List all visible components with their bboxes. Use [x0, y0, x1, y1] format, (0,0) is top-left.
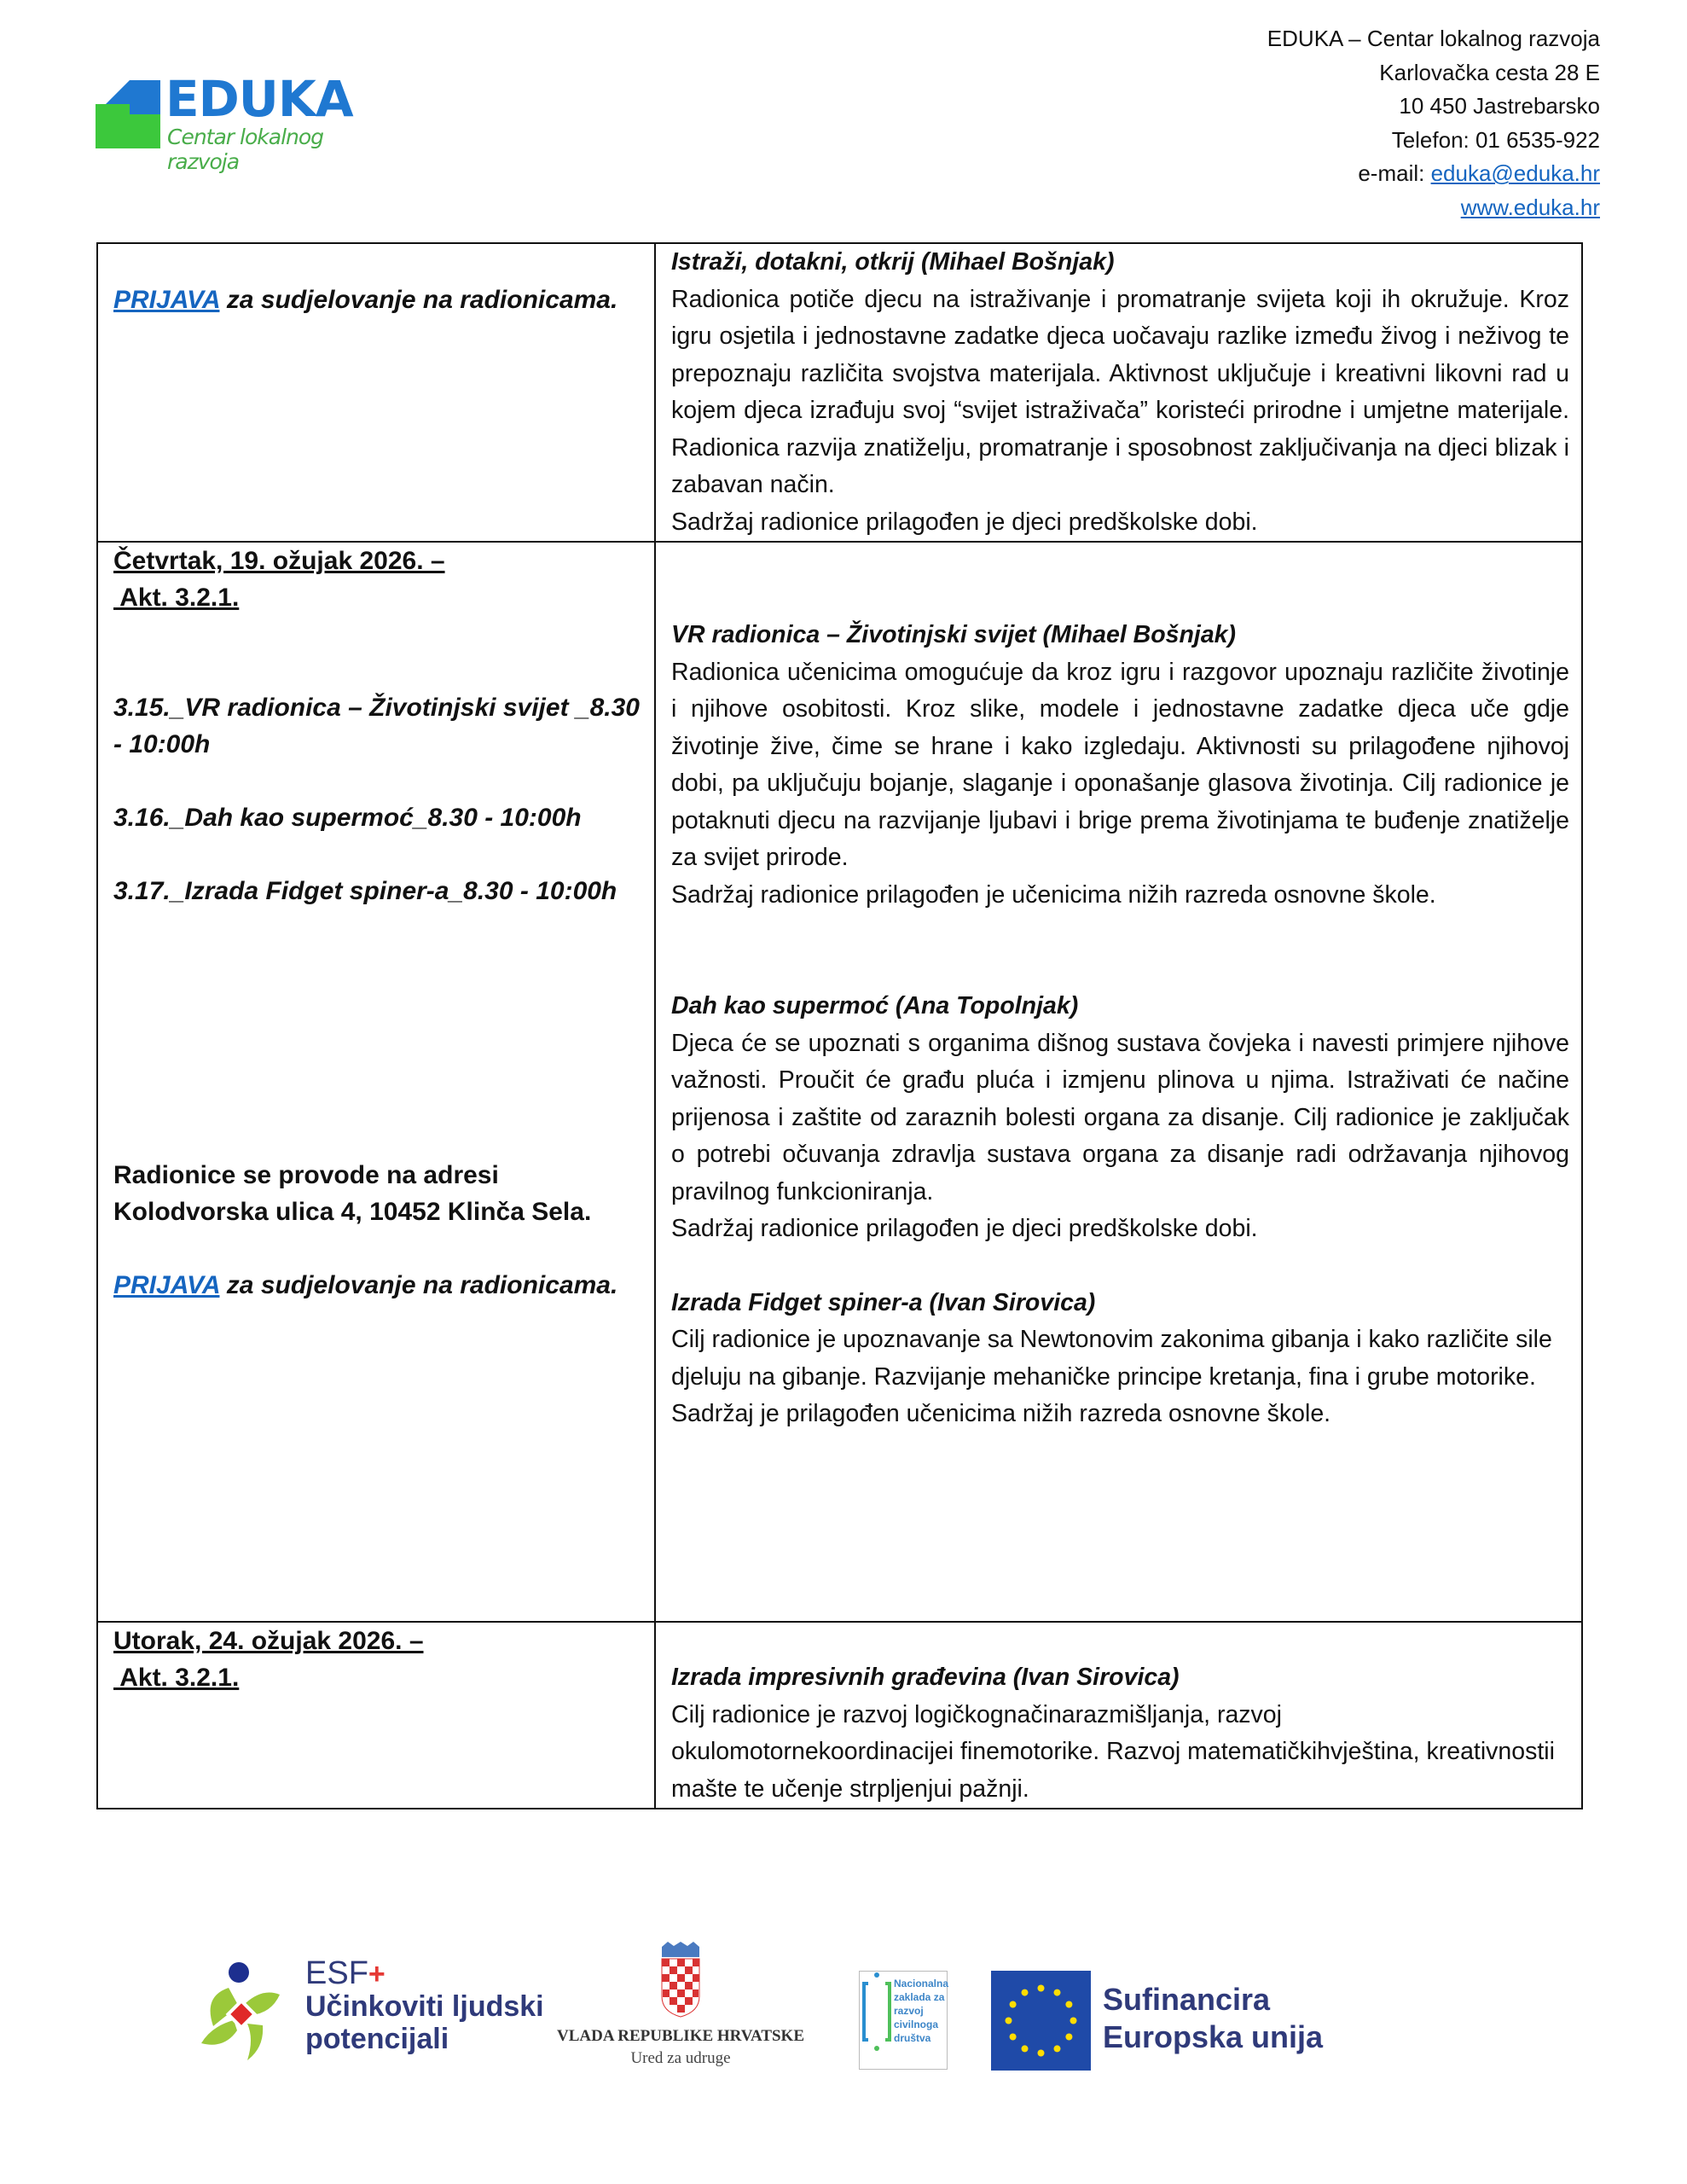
contact-phone: Telefon: 01 6535-922 — [1391, 126, 1600, 153]
table-row — [97, 542, 1582, 1622]
session-item: 3.15._VR radionica – Životinjski svijet _8.30 - 10:00h — [113, 694, 640, 758]
workshop-title: VR radionica – Životinjski svijet (Mihael Bošnjak) — [671, 621, 1237, 648]
foundation-bracket-icon — [861, 1972, 892, 2065]
workshop-audience: Sadržaj radionice prilagođen je djeci predškolske dobi. — [671, 1215, 1258, 1242]
workshop-description: Djeca će se upoznati s organima dišnog sustava čovjeka i navesti primjere njihove važnosti. Proučit će građu pluća i izmjenu plinova u njima. Istraživati će načine prijenosa i zaštite od zaraznih bolesti organa za disanje. Cilj radionice je zaključak o potrebi očuvanja zdravlja sustava organa za disanje radi održavanja njihovog pravilnog funkcioniranja. — [671, 1029, 1569, 1205]
logo-tagline: Centar lokalnog razvoja — [167, 125, 324, 174]
esf-name: ESF+ — [305, 1955, 386, 1991]
logo-mark-blue-square — [130, 80, 160, 114]
contact-city: 10 450 Jastrebarsko — [1399, 93, 1600, 119]
eu-star — [1022, 1989, 1029, 1996]
contact-website-line — [1267, 191, 1600, 225]
table-row — [97, 1622, 1582, 1809]
workshop-title: Dah kao supermoć (Ana Topolnjak) — [671, 992, 1079, 1019]
eu-star — [1054, 1989, 1061, 1996]
table-cell-left — [97, 1622, 655, 1809]
foundation-line: civilnoga — [894, 2018, 939, 2030]
croatian-coat-of-arms-icon — [659, 1942, 702, 2018]
date-heading: Utorak, 24. ožujak 2026. – — [113, 1627, 424, 1655]
eu-star — [1065, 2001, 1072, 2008]
eu-flag-icon — [991, 1971, 1091, 2071]
workshop-title: Istraži, dotakni, otkrij (Mihael Bošnjak) — [671, 248, 1115, 276]
session-item: 3.17._Izrada Fidget spiner-a_8.30 - 10:00h — [113, 877, 617, 905]
foundation-line: razvoj — [894, 2005, 924, 2017]
table-cell-left — [97, 542, 655, 1622]
eu-star — [1010, 2001, 1017, 2008]
contact-street: Karlovačka cesta 28 E — [1379, 59, 1600, 85]
foundation-line: društva — [894, 2032, 931, 2044]
location-text: Radionice se provode na adresi Kolodvorska ulica 4, 10452 Klinča Sela. — [113, 1161, 592, 1226]
eu-line1: Sufinancira — [1103, 1982, 1271, 2017]
eu-star — [1070, 2018, 1077, 2024]
eu-star — [1065, 2034, 1072, 2041]
workshop-audience: Sadržaj je prilagođen učenicima nižih razreda osnovne škole. — [671, 1400, 1331, 1427]
contact-org: EDUKA – Centar lokalnog razvoja — [1267, 26, 1600, 51]
session-item: 3.16._Dah kao supermoć_8.30 - 10:00h — [113, 804, 582, 832]
contact-email-label: e-mail: — [1358, 160, 1431, 186]
eu-star — [1010, 2034, 1017, 2041]
workshop-description: Cilj radionice je upoznavanje sa Newtonovim zakonima gibanja i kako različite sile djeluju na gibanje. Razvijanje mehaničke principe kretanja, fina i grube motorike. — [671, 1326, 1552, 1391]
eu-star — [1006, 2018, 1012, 2024]
esf-logo — [194, 1945, 587, 2073]
signup-text: za sudjelovanje na radionicama. — [219, 1271, 618, 1299]
government-name: VLADA REPUBLIKE HRVATSKE — [556, 2027, 805, 2045]
signup-link[interactable]: PRIJAVA — [113, 1271, 220, 1299]
workshop-schedule-table — [96, 242, 1583, 1809]
esf-line2: potencijali — [305, 2023, 449, 2055]
date-heading: Četvrtak, 19. ožujak 2026. – — [113, 547, 445, 575]
esf-line1: Učinkoviti ljudski — [305, 1990, 544, 2023]
eu-line2: Europska unija — [1103, 2019, 1324, 2054]
activity-code: Akt. 3.2.1. — [113, 1664, 240, 1692]
eu-stars-icon — [991, 1971, 1091, 2071]
government-logo — [553, 1942, 809, 2078]
eu-star — [1038, 2050, 1045, 2057]
eu-star — [1038, 1985, 1045, 1992]
workshop-description: Radionica učenicima omogućuje da kroz igru i razgovor upoznaju različite životinje i njihove osobitosti. Kroz slike, modele i jednostavne zadatke djeca uče gdje životinje žive, čime se hrane i kako izgledaju. Aktivnosti su prilagođene njihovoj dobi, pa uključuju bojanje, slaganje i oponašanje glasova životinja. Cilj radionice je potaknuti djecu na razvijanje ljubavi i brige prema životinjama te buđenje znatiželje za svijet prirode. — [671, 658, 1569, 871]
workshop-audience: Sadržaj radionice prilagođen je učenicima nižih razreda osnovne škole. — [671, 880, 1436, 909]
table-cell-right — [655, 1622, 1582, 1809]
eduka-logo — [96, 70, 368, 174]
email-link[interactable]: eduka@eduka.hr — [1430, 160, 1600, 186]
logo-mark-green-square — [96, 114, 160, 148]
government-office: Ured za udruge — [630, 2049, 731, 2067]
contact-block — [1267, 22, 1600, 224]
signup-link[interactable]: PRIJAVA — [113, 286, 220, 314]
foundation-logo — [859, 1971, 948, 2070]
funding-logos — [0, 1937, 1687, 2090]
table-row — [97, 243, 1582, 542]
table-cell-right — [655, 542, 1582, 1622]
signup-text-block — [113, 286, 617, 314]
workshop-title: Izrada impresivnih građevina (Ivan Sirovica) — [671, 1664, 1180, 1691]
foundation-line: zaklada za — [894, 1991, 945, 2003]
workshop-title: Izrada Fidget spiner-a (Ivan Sirovica) — [671, 1288, 1096, 1316]
activity-code: Akt. 3.2.1. — [113, 584, 240, 612]
esf-pinwheel-icon — [194, 1954, 297, 2065]
eu-star — [1022, 2045, 1029, 2052]
foundation-line: Nacionalna — [894, 1978, 949, 1989]
workshop-audience: Sadržaj radionice prilagođen je djeci predškolske dobi. — [671, 508, 1258, 536]
eu-cofunding-text — [1103, 1981, 1323, 2056]
contact-email-line — [1267, 157, 1600, 191]
signup-text-block — [113, 1267, 642, 1304]
signup-text: za sudjelovanje na radionicama. — [219, 286, 618, 314]
table-cell-left — [97, 243, 655, 542]
eu-star — [1054, 2045, 1061, 2052]
logo-wordmark: EDUKA — [165, 70, 353, 128]
website-link[interactable]: www.eduka.hr — [1460, 194, 1600, 220]
workshop-description: Cilj radionice je razvoj logičkognačinarazmišljanja, razvoj okulomotornekoordinacijei finemotorike. Razvoj matematičkihvještina, kreativnostii mašte te učenje strpljenjui pažnji. — [671, 1700, 1555, 1803]
workshop-description: Radionica potiče djecu na istraživanje i promatranje svijeta koji ih okružuje. Kroz igru osjetila i jednostavne zadatke djeca uočavaju razlike između živog i neživog te prepoznaju različita svojstva materijala. Aktivnost uključuje i kreativni likovni rad u kojem djeca izrađuju svoj “svijet istraživača” koristeći prirodne i umjetne materijale. Radionica razvija znatiželju, promatranje i sposobnost zaključivanja na djeci blizak i zabavan način. — [671, 285, 1569, 498]
table-cell-right — [655, 243, 1582, 542]
